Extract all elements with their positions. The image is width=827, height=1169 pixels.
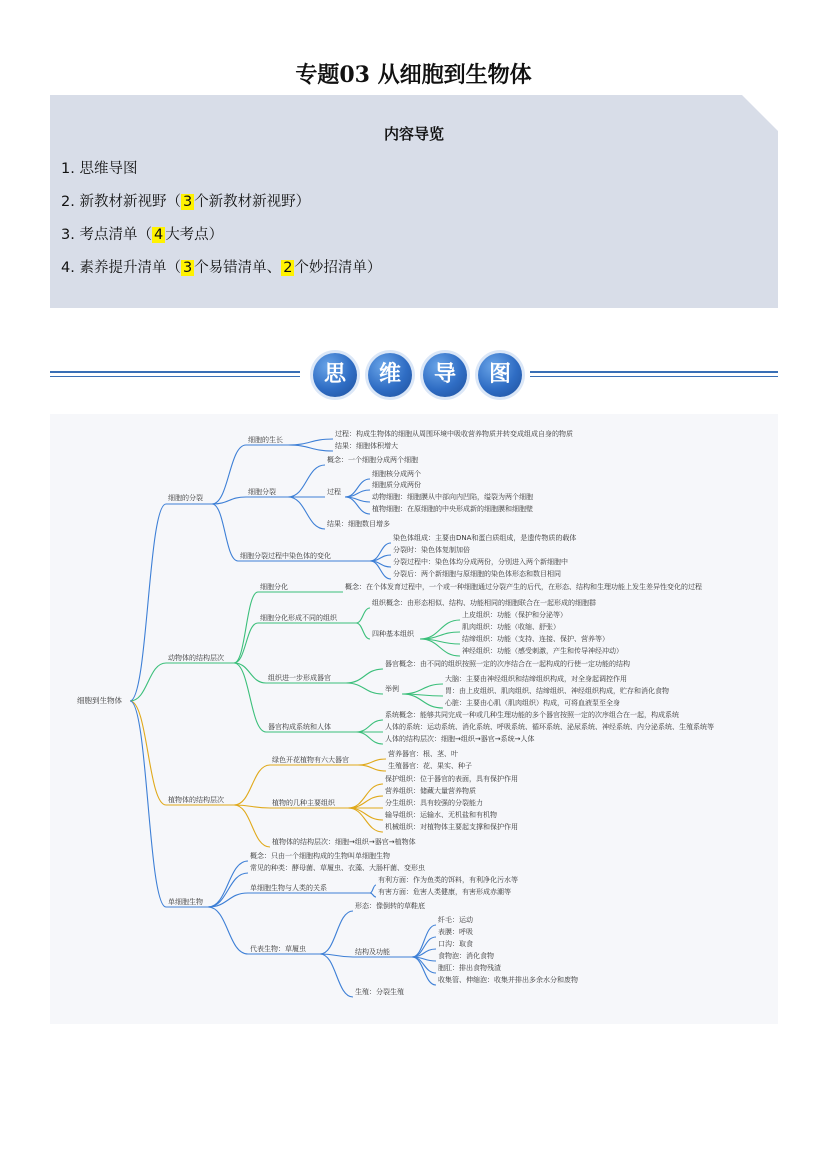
- overview-heading: 内容导览: [383, 125, 444, 143]
- page-title: 专题03 从细胞到生物体: [295, 62, 532, 88]
- connector: [130, 701, 166, 907]
- mind-map-node: 概念：一个细胞分成两个细胞: [327, 456, 418, 464]
- mind-map-node: 营养器官：根、茎、叶: [388, 750, 458, 758]
- banner-rule-right-thin: [530, 376, 778, 377]
- connector: [412, 925, 436, 957]
- connector: [345, 479, 370, 497]
- mind-map-node: 分生组织：具有较强的分裂能力: [385, 799, 483, 807]
- mind-map-node: 细胞分裂过程中染色体的变化: [240, 552, 331, 560]
- banner-char-1: 思: [313, 353, 357, 397]
- mind-map-node: 细胞质分成两份: [372, 481, 421, 489]
- connector: [346, 669, 383, 683]
- mind-map: [50, 414, 778, 1024]
- mind-map-node: 神经组织：功能（感受刺激，产生和传导神经冲动）: [462, 647, 623, 655]
- connector: [212, 445, 246, 504]
- mind-map-node: 植物细胞：在原细胞的中央形成新的细胞膜和细胞壁: [372, 505, 533, 513]
- mind-map-node: 四种基本组织: [372, 630, 414, 638]
- mind-map-node: 植物体的结构层次：细胞→组织→器官→植物体: [272, 838, 416, 846]
- toc-item-text: 3. 考点清单（: [61, 227, 152, 243]
- mind-map-node: 生殖器官：花、果实、种子: [388, 762, 472, 770]
- connector: [130, 504, 166, 701]
- mind-map-node: 结果：细胞数目增多: [327, 520, 390, 528]
- toc-item-text: 个妙招清单）: [294, 260, 382, 276]
- mind-map-node: 绿色开花植物有六大器官: [272, 756, 349, 764]
- toc-item-text: 2. 新教材新视野（: [61, 194, 181, 210]
- connector: [348, 796, 383, 808]
- section-banner: [50, 345, 778, 405]
- mind-map-node: 动物细胞：细胞膜从中部向内凹陷，缢裂为两个细胞: [372, 493, 533, 501]
- mind-map-node: 人体的结构层次：细胞→组织→器官→系统→人体: [385, 735, 535, 743]
- mind-map-node: 概念：只由一个细胞构成的生物叫单细胞生物: [250, 852, 390, 860]
- mind-map-node: 细胞的分裂: [168, 494, 203, 502]
- mind-map-node: 结缔组织：功能（支持、连接、保护、营养等）: [462, 635, 609, 643]
- mind-map-node: 营养组织：储藏大量营养物质: [385, 787, 476, 795]
- mind-map-node: 有利方面：作为鱼类的饵料，有利净化污水等: [378, 876, 518, 884]
- connector: [356, 623, 370, 639]
- mind-map-node: 分裂时：染色体复制加倍: [393, 546, 470, 554]
- connector: [234, 805, 270, 847]
- mind-map-node: 胃：由上皮组织、肌肉组织、结缔组织、神经组织构成，贮存和消化食物: [445, 687, 669, 695]
- mind-map-node: 代表生物：草履虫: [250, 945, 306, 953]
- banner-char-4: 图: [478, 353, 522, 397]
- toc-highlight-number: 4: [153, 227, 164, 243]
- connector: [356, 732, 383, 744]
- toc-item-text: 1. 思维导图: [61, 161, 138, 177]
- mind-map-node: 食物泡：消化食物: [438, 952, 494, 960]
- banner-char-3: 导: [423, 353, 467, 397]
- connector: [130, 701, 166, 805]
- toc-item-text: 4. 素养提升清单（: [61, 260, 181, 276]
- mind-map-node: 过程: [327, 488, 341, 496]
- toc-item-2: [61, 190, 310, 211]
- mind-map-node: 植物的几种主要组织: [272, 799, 335, 807]
- banner-rule-left: [50, 371, 300, 373]
- mind-map-node: 器官构成系统和人体: [268, 723, 331, 731]
- connector: [234, 592, 258, 663]
- mind-map-node: 系统概念：能够共同完成一种或几种生理功能的多个器官按照一定的次序组合在一起，构成系统: [385, 711, 679, 719]
- connector: [370, 893, 376, 897]
- mind-map-node: 过程：构成生物体的细胞从周围环境中吸收营养物质并转变成组成自身的物质: [335, 430, 573, 438]
- toc-item-text: 个新教材新视野）: [194, 194, 311, 210]
- banner-char-2: 维: [368, 353, 412, 397]
- mind-map-node: 心脏：主要由心肌（肌肉组织）构成，可将血液泵至全身: [445, 699, 620, 707]
- mind-map-node: 细胞的生长: [248, 436, 283, 444]
- connector: [320, 954, 353, 997]
- connector: [402, 684, 443, 694]
- mind-map-node: 生殖：分裂生殖: [355, 988, 404, 996]
- mind-map-node: 纤毛：运动: [438, 916, 473, 924]
- connector: [288, 439, 333, 445]
- mind-map-node: 单细胞生物: [168, 898, 203, 906]
- connector: [208, 873, 248, 907]
- mind-map-node: 常见的种类：酵母菌、草履虫、衣藻、大肠杆菌、变形虫: [250, 864, 425, 872]
- mind-map-node: 肌肉组织：功能（收缩、舒张）: [462, 623, 560, 631]
- banner-rule-left-thin: [50, 376, 300, 377]
- mind-map-node: 机械组织：对植物体主要起支撑和保护作用: [385, 823, 518, 831]
- mind-map-node: 概念：在个体发育过程中，一个或一种细胞通过分裂产生的后代，在形态、结构和生理功能上发生差异性变化的过程: [345, 583, 702, 591]
- content-overview-box: [50, 95, 778, 308]
- connector: [288, 445, 333, 451]
- mind-map-root: 细胞到生物体: [77, 696, 122, 705]
- toc-item-text: 大考点）: [165, 227, 224, 243]
- mind-map-node: 组织概念：由形态相似、结构、功能相同的细胞联合在一起形成的细胞群: [372, 599, 596, 607]
- connector: [288, 465, 325, 497]
- mind-map-node: 形态：像倒转的草鞋底: [355, 902, 425, 910]
- mind-map-node: 有害方面：危害人类健康，有害形成赤潮等: [378, 888, 511, 896]
- mind-map-node: 举例: [385, 685, 399, 693]
- connector: [208, 907, 248, 954]
- mind-map-node: 结果：细胞体积增大: [335, 442, 398, 450]
- mind-map-node: 输导组织：运输水、无机盐和有机物: [385, 811, 497, 819]
- connector: [234, 765, 270, 805]
- connector: [212, 504, 238, 561]
- mind-map-node: 细胞分化: [260, 583, 288, 591]
- mind-map-node: 分裂后：两个新细胞与原细胞的染色体形态和数目相同: [393, 570, 561, 578]
- mind-map-node: 收集管、伸缩泡：收集并排出多余水分和废物: [438, 976, 578, 984]
- banner-rule-right: [530, 371, 778, 373]
- connector: [288, 497, 325, 529]
- mind-map-node: 细胞分裂: [248, 488, 276, 496]
- mind-map-node: 动物体的结构层次: [168, 654, 224, 662]
- toc-highlight-number: 2: [283, 260, 293, 276]
- mind-map-node: 保护组织：位于器官的表面，具有保护作用: [385, 775, 518, 783]
- mind-map-node: 人体的系统：运动系统、消化系统、呼吸系统、循环系统、泌尿系统、神经系统、内分泌系统、生殖系统等: [385, 723, 714, 731]
- connector: [358, 759, 386, 765]
- mind-map-node: 植物体的结构层次: [168, 796, 224, 804]
- toc-item-1: [61, 157, 137, 178]
- mind-map-node: 染色体组成：主要由DNA和蛋白质组成，是遗传物质的载体: [393, 534, 577, 542]
- connector: [420, 620, 460, 639]
- connector: [348, 808, 383, 820]
- mind-map-node: 大脑：主要由神经组织和结缔组织构成，对全身起调控作用: [445, 675, 627, 683]
- mind-map-node: 分裂过程中：染色体均分成两份，分别进入两个新细胞中: [393, 558, 568, 566]
- toc-highlight-number: 3: [182, 194, 193, 210]
- connector: [356, 608, 370, 623]
- toc-item-3: [61, 223, 223, 244]
- connector: [356, 720, 383, 732]
- mind-map-node: 器官概念：由不同的组织按照一定的次序结合在一起构成的行使一定功能的结构: [385, 660, 630, 668]
- mind-map-node: 单细胞生物与人类的关系: [250, 884, 327, 892]
- toc-item-text: 个易错清单、: [194, 260, 282, 276]
- mind-map-node: 上皮组织：功能（保护和分泌等）: [462, 611, 567, 619]
- mind-map-node: 细胞核分成两个: [372, 470, 421, 478]
- toc-highlight-number: 3: [182, 260, 193, 276]
- mind-map-node: 口沟：取食: [438, 940, 473, 948]
- mind-map-node: 结构及功能: [355, 948, 390, 956]
- mind-map-node: 胞肛：排出食物残渣: [438, 964, 501, 972]
- toc-item-4: [61, 256, 381, 277]
- connector: [370, 885, 376, 893]
- connector: [346, 683, 383, 694]
- mind-map-node: 表膜：呼吸: [438, 928, 473, 936]
- connector: [212, 497, 246, 504]
- mind-map-node: 细胞分化形成不同的组织: [260, 614, 337, 622]
- mind-map-node: 组织进一步形成器官: [268, 674, 331, 682]
- connector: [358, 765, 386, 771]
- connector: [320, 911, 353, 954]
